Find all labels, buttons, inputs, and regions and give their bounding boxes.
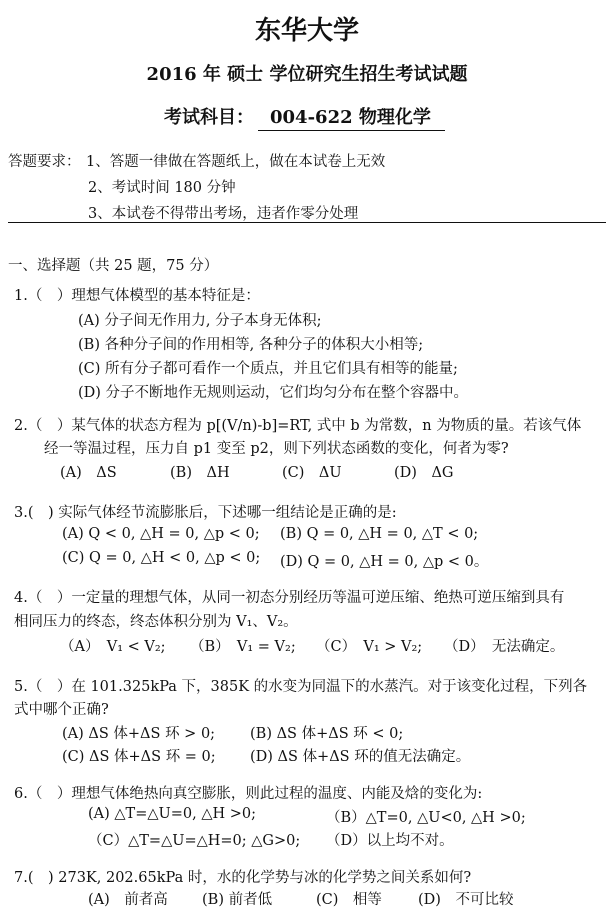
question-option: (D) Q = 0, △H = 0, △p < 0。 bbox=[280, 554, 489, 570]
question-option: （A） V₁ < V₂; bbox=[60, 639, 166, 655]
question-option: (B) 各种分子间的作用相等, 各种分子的体积大小相等; bbox=[78, 337, 424, 353]
question-option: (C) 所有分子都可看作一个质点，并且它们具有相等的能量; bbox=[78, 361, 458, 377]
question-option: (C) Q = 0, △H < 0, △p < 0; bbox=[62, 550, 261, 566]
question-option: (D) 分子不断地作无规则运动，它们均匀分布在整个容器中。 bbox=[78, 385, 469, 401]
question-option: （B）△T=0, △U<0, △H >0; bbox=[326, 810, 526, 826]
question-stem: 5.（ ）在 101.325kPa 下，385K 的水变为同温下的水蒸汽。对于该变化过程，下列各 bbox=[14, 679, 588, 695]
requirement-item: 1、答题一律做在答题纸上，做在本试卷上无效 bbox=[86, 154, 386, 170]
question-option: (A) ΔS bbox=[60, 465, 117, 481]
subject-label: 考试科目： bbox=[164, 107, 254, 128]
question-option: (A) 前者高 bbox=[88, 892, 168, 908]
question-option: (A) ΔS 体+ΔS 环 > 0; bbox=[62, 726, 216, 742]
section-title: 一、选择题（共 25 题，75 分） bbox=[8, 258, 219, 274]
requirement-item: 3、本试卷不得带出考场，违者作零分处理 bbox=[88, 206, 359, 222]
question-stem: 6.（ ）理想气体绝热向真空膨胀，则此过程的温度、内能及焓的变化为: bbox=[14, 786, 483, 802]
question-option: (A) △T=△U=0, △H >0; bbox=[88, 806, 256, 822]
requirement-item: 2、考试时间 180 分钟 bbox=[88, 180, 236, 196]
question-option: (A) Q < 0, △H = 0, △p < 0; bbox=[62, 526, 260, 542]
question-option: （C） V₁ > V₂; bbox=[316, 639, 423, 655]
question-option: (B) ΔH bbox=[170, 465, 230, 481]
question-stem: 2.（ ）某气体的状态方程为 p[(V/n)-b]=RT, 式中 b 为常数，n 为物质的量。若该气体 bbox=[14, 418, 582, 434]
question-option: （D） 无法确定。 bbox=[444, 639, 565, 655]
exam-subject bbox=[164, 103, 445, 131]
question-stem: 3.( ) 实际气体经节流膨胀后，下述哪一组结论是正确的是: bbox=[14, 505, 397, 521]
question-option: (C) 相等 bbox=[316, 892, 382, 908]
question-option: (B) 前者低 bbox=[202, 892, 273, 908]
question-option: (B) Q = 0, △H = 0, △T < 0; bbox=[280, 526, 479, 542]
question-option: (D) 不可比较 bbox=[418, 892, 514, 908]
question-option: (D) ΔS 体+ΔS 环的值无法确定。 bbox=[250, 749, 471, 765]
question-option: (D) ΔG bbox=[394, 465, 454, 481]
question-stem: 经一等温过程，压力自 p1 变至 p2，则下列状态函数的变化，何者为零? bbox=[44, 441, 509, 457]
question-stem: 1.（ ）理想气体模型的基本特征是： bbox=[14, 288, 260, 304]
subject-value: 004-622 物理化学 bbox=[258, 103, 445, 131]
question-stem: 式中哪个正确? bbox=[14, 702, 109, 718]
question-stem: 相同压力的终态，终态体积分别为 V₁、V₂。 bbox=[14, 614, 298, 630]
question-option: (B) ΔS 体+ΔS 环 < 0; bbox=[250, 726, 404, 742]
exam-title: 2016 年 硕士 学位研究生招生考试试题 bbox=[146, 64, 468, 85]
question-option: (C) ΔU bbox=[282, 465, 342, 481]
question-option: （D）以上均不对。 bbox=[326, 833, 454, 849]
question-option: (A) 分子间无作用力, 分子本身无体积; bbox=[78, 313, 322, 329]
question-stem: 7.( ) 273K, 202.65kPa 时，水的化学势与冰的化学势之间关系如何? bbox=[14, 870, 472, 886]
question-option: （B） V₁ = V₂; bbox=[190, 639, 296, 655]
question-stem: 4.（ ）一定量的理想气体，从同一初态分别经历等温可逆压缩、绝热可逆压缩到具有 bbox=[14, 590, 565, 606]
question-option: (C) ΔS 体+ΔS 环 = 0; bbox=[62, 749, 216, 765]
university-name: 东华大学 bbox=[254, 16, 359, 46]
question-option: （C）△T=△U=△H=0; △G>0; bbox=[88, 833, 301, 849]
header-divider bbox=[8, 222, 606, 223]
requirements-label: 答题要求： bbox=[8, 154, 81, 170]
